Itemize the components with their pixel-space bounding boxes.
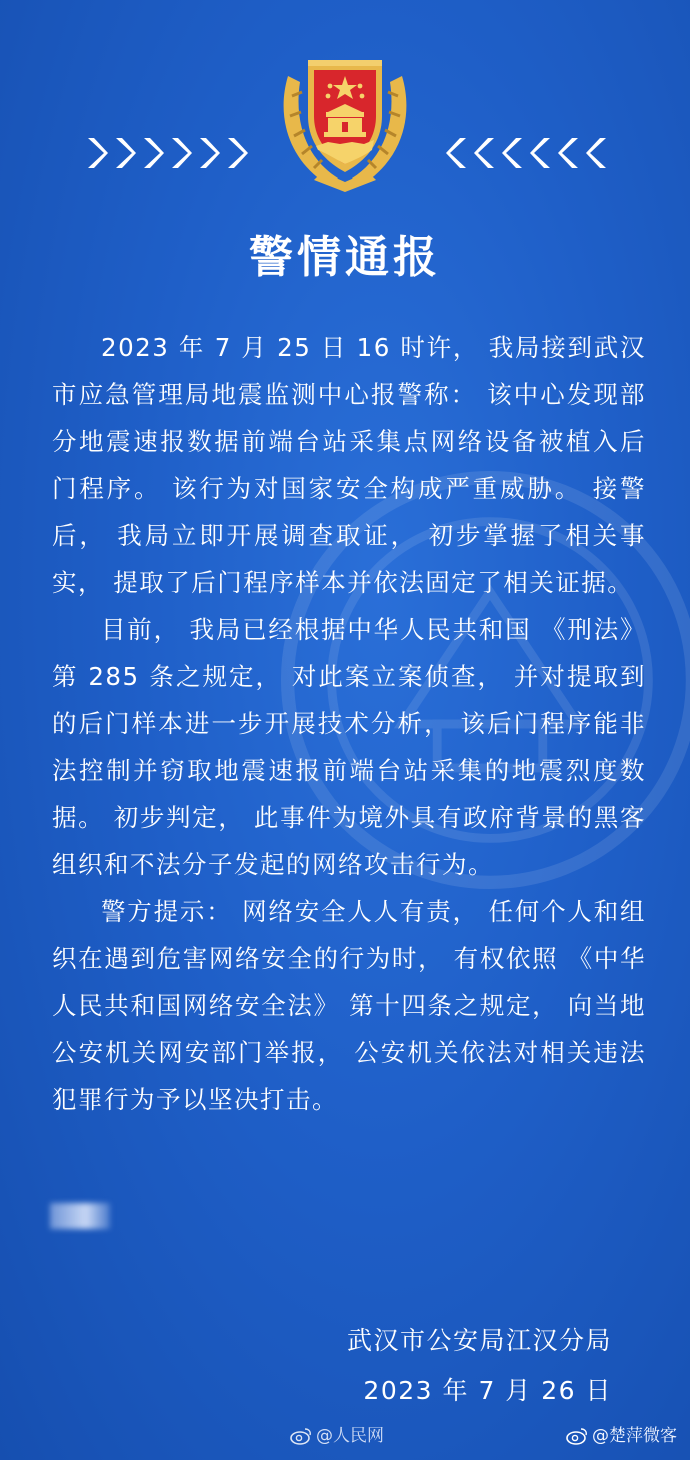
chevron-left-icon — [584, 136, 610, 170]
left-chevron-ornament — [84, 136, 250, 170]
chevron-left-icon — [528, 136, 554, 170]
issue-date: 2023 年 7 月 26 日 — [363, 1376, 612, 1405]
emblem-header — [0, 40, 690, 200]
signature-block — [347, 1316, 612, 1416]
blurred-overlay — [50, 1203, 110, 1229]
chevron-right-icon — [112, 136, 138, 170]
paragraph-investigation: 目前， 我局已经根据中华人民共和国 《刑法》 第 285 条之规定， 对此案立案侦查， 并对提取到的后门样本进一步开展技术分析， 该后门程序能非法控制并窃取地震速报前端台站采集的地震烈度数据。 初步判定， 此事件为境外具有政府背景的黑客组织和不法分子发起的网络攻击行为。 — [52, 615, 646, 879]
chevron-right-icon — [196, 136, 222, 170]
chevron-left-icon — [444, 136, 470, 170]
watermark-credit-2 — [566, 1424, 677, 1448]
chevron-right-icon — [224, 136, 250, 170]
paragraph-incident: 2023 年 7 月 25 日 16 时许， 我局接到武汉市应急管理局地震监测中心报警称： 该中心发现部分地震速报数据前端台站采集点网络设备被植入后门程序。 该行为对国家安全构成严重威胁。 接警后， 我局立即开展调查取证， 初步掌握了相关事实， 提取了后门程序样本并依法固定了相关证据。 — [52, 333, 646, 597]
issuing-agency: 武汉市公安局江汉分局 — [346, 1326, 612, 1355]
paragraph-police-reminder: 警方提示： 网络安全人人有责， 任何个人和组织在遇到危害网络安全的行为时， 有权依照 《中华人民共和国网络安全法》 第十四条之规定， 向当地公安机关网安部门举报， 公安机关依法对相关违法犯罪行为予以坚决打击。 — [52, 897, 646, 1114]
chevron-left-icon — [500, 136, 526, 170]
chevron-left-icon — [472, 136, 498, 170]
watermark-credit-1 — [290, 1424, 384, 1448]
chevron-left-icon — [556, 136, 582, 170]
credit-handle: @人民网 — [316, 1426, 384, 1446]
weibo-icon — [566, 1427, 588, 1445]
chevron-right-icon — [84, 136, 110, 170]
weibo-icon — [290, 1427, 312, 1445]
police-emblem-icon — [268, 46, 422, 196]
chevron-right-icon — [168, 136, 194, 170]
notice-title: 警情通报 — [249, 232, 441, 283]
credit-handle: @楚萍微客 — [592, 1426, 677, 1446]
right-chevron-ornament — [444, 136, 610, 170]
chevron-right-icon — [140, 136, 166, 170]
notice-body — [52, 324, 646, 1123]
